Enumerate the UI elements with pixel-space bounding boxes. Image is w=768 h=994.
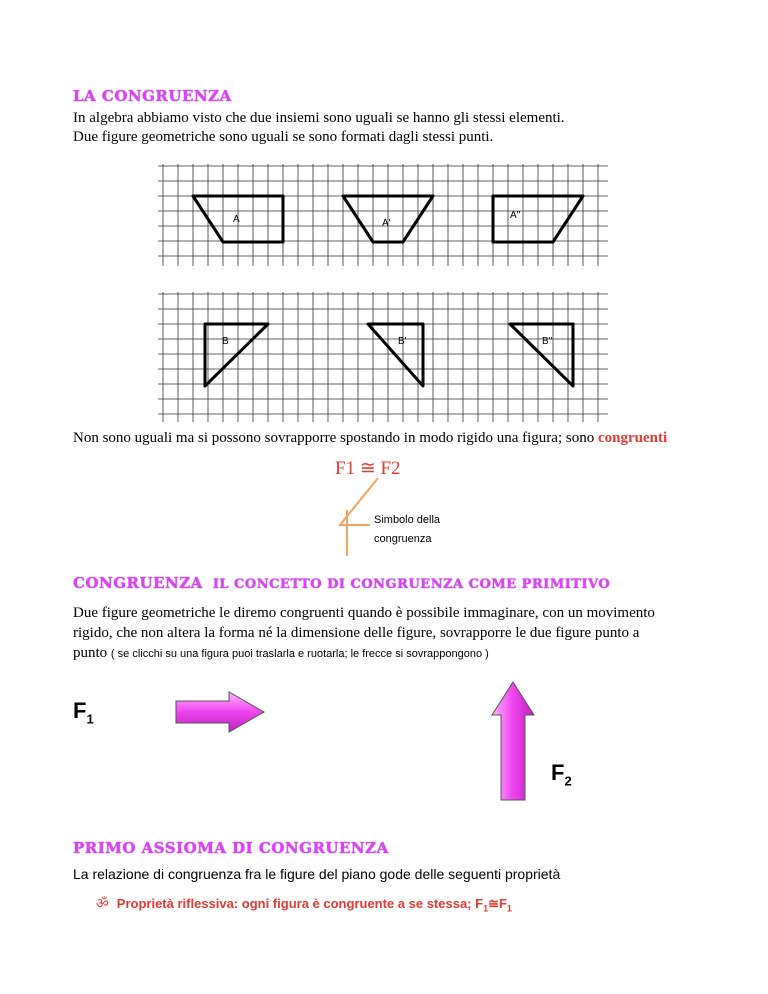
reflexive-text: Proprietà riflessiva: ogni figura è congruente a se stessa; F (116, 896, 484, 911)
congruent-sentence-text: Non sono uguali ma si possono sovrapporre spostando in modo rigido una figura; sono (73, 430, 598, 446)
section-title-main: CONGRUENZA (73, 574, 203, 592)
symbol-note-line-2: congruenza (374, 533, 432, 545)
intro-line-1: In algebra abbiamo visto che due insiemi sono uguali se hanno gli stessi elementi. (73, 110, 565, 126)
definition-line-3 (73, 644, 489, 664)
intro-line-2: Due figure geometriche sono uguali se sono formati dagli stessi punti. (73, 129, 494, 145)
f2-arrow-figure[interactable] (490, 680, 536, 802)
triangle-b-double-prime (510, 324, 573, 386)
f2-arrow-icon[interactable] (492, 682, 534, 800)
congruence-formula: F1 ≅ F2 (335, 458, 401, 479)
f2-label: $F_2$ (551, 760, 572, 789)
label-b-prime: B' (398, 336, 407, 347)
label-a-double-prime: A'' (510, 210, 521, 221)
definition-line-2: rigido, che non altera la forma né la dimensione delle figure, sovrapporre le due figure punto a (73, 625, 640, 641)
section-title-concetto (73, 574, 610, 593)
f1-arrow-icon[interactable] (176, 692, 264, 732)
label-b-double-prime: B'' (542, 336, 553, 347)
label-a-prime: A' (382, 218, 391, 229)
axiom-bullet-reflexive: ॐ Proprietà riflessiva: ogni figura è congruente a se stessa; $F_1≅F_1$ (96, 895, 512, 914)
triangle-b-prime (368, 324, 423, 386)
definition-note: ( se clicchi su una figura puoi traslarla e ruotarla; le frecce si sovrappongono ) (110, 648, 489, 660)
congruent-sentence (73, 429, 667, 448)
f1-arrow-figure[interactable] (174, 690, 269, 734)
symbol-note (374, 511, 440, 549)
trapezoid-grid-figure (158, 164, 608, 266)
section-title-primo-assioma: PRIMO ASSIOMA DI CONGRUENZA (73, 839, 389, 857)
triangle-b (205, 324, 268, 386)
section-title-congruenza: LA CONGRUENZA (73, 87, 232, 105)
axiom-intro: La relazione di congruenza fra le figure del piano gode delle seguenti proprietà (73, 866, 561, 882)
section-title-rest: IL CONCETTO DI CONGRUENZA COME PRIMITIVO (212, 577, 611, 592)
f1-label: $F_1$ (73, 698, 94, 727)
label-b: B (222, 336, 229, 347)
symbol-note-line-1: Simbolo della (374, 514, 441, 526)
definition-line-3-start: punto (73, 645, 111, 661)
label-a: A (233, 214, 240, 225)
om-symbol-icon: ॐ (96, 895, 109, 911)
triangle-grid-figure (158, 292, 608, 422)
congruenti-highlight: congruenti (597, 430, 668, 446)
definition-line-1: Due figure geometriche le diremo congruenti quando è possibile immaginare, con un movimento (73, 605, 655, 621)
